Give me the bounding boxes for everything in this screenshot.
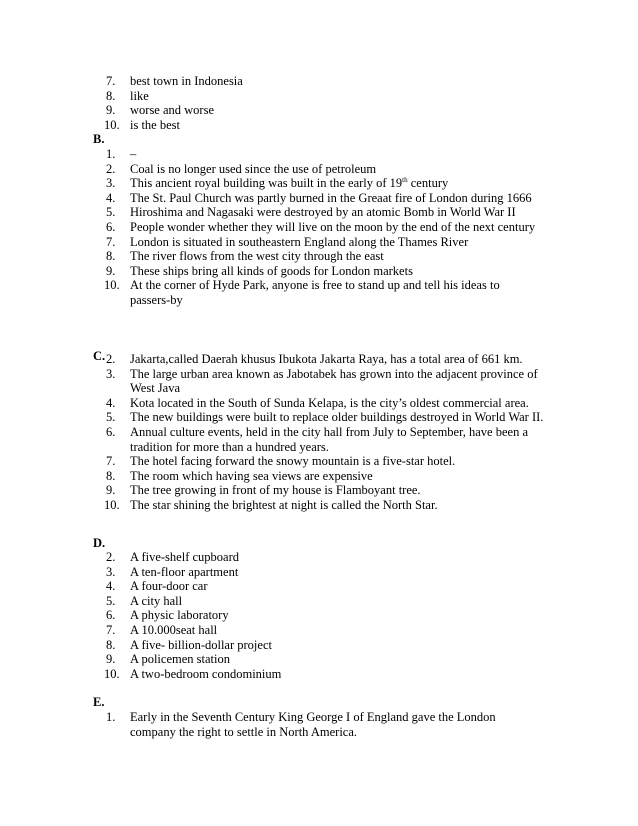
list-item: 3. A ten-floor apartment <box>106 564 239 579</box>
list-item: 7. London is situated in southeastern England along the Thames River <box>106 234 469 249</box>
item-text: A 10.000seat hall <box>130 622 218 637</box>
list-item: 8. like <box>106 88 149 103</box>
item-text: A policemen station <box>130 652 230 667</box>
part-a-list <box>93 74 553 132</box>
list-item: 1. – <box>106 147 137 161</box>
item-text: A five-shelf cupboard <box>130 550 239 564</box>
item-text: A two-bedroom condominium <box>130 666 282 681</box>
list-item: 6. Annual culture events, held in the city hall from July to September, have been a tradition for more than a hundred years. <box>106 424 528 454</box>
list-item: 8. A five- billion-dollar project <box>106 637 272 652</box>
list-item: 7. A 10.000seat hall <box>106 622 218 637</box>
item-text-after: century <box>407 176 449 191</box>
list-item: 5. The new buildings were built to replace older buildings destroyed in World War II. <box>106 410 544 425</box>
list-item: 2. Jakarta,called Daerah khusus Ibukota Jakarta Raya, has a total area of 661 km. <box>106 352 523 366</box>
item-text: The large urban area known as Jabotabek has grown into the adjacent province of West Java <box>130 366 538 396</box>
section-heading-e: E. <box>93 695 105 709</box>
item-text: These ships bring all kinds of goods for London markets <box>130 263 413 278</box>
item-text: The tree growing in front of my house is Flamboyant tree. <box>130 483 421 498</box>
list-item: 9. These ships bring all kinds of goods for London markets <box>106 263 413 278</box>
list-item: 10. A two-bedroom condominium <box>104 666 282 681</box>
item-text: A five- billion-dollar project <box>130 637 272 652</box>
part-d-list <box>93 550 553 681</box>
item-text: The river flows from the west city through the east <box>130 249 384 264</box>
section-heading-d: D. <box>93 536 106 550</box>
list-item: 9. The tree growing in front of my house is Flamboyant tree. <box>106 483 421 498</box>
section-heading-b: B. <box>93 132 105 146</box>
list-item: 9. worse and worse <box>106 103 215 118</box>
section-heading-c: C. <box>93 349 106 363</box>
item-text: This ancient royal building was built in the early of 19 <box>130 176 403 191</box>
list-item: 6. A physic laboratory <box>106 608 229 623</box>
item-text: A ten-floor apartment <box>130 564 239 579</box>
list-item: 7. best town in Indonesia <box>106 74 243 88</box>
part-b-list <box>93 147 553 308</box>
item-text: Early in the Seventh Century King George I of England gave the London company the right to settle in North America. <box>130 710 496 739</box>
item-text: People wonder whether they will live on the moon by the end of the next century <box>130 219 536 234</box>
item-text: Kota located in the South of Sunda Kelapa, is the city’s oldest commercial area. <box>130 395 529 410</box>
list-item: 1. Early in the Seventh Century King George I of England gave the London company the right to settle in North America. <box>106 710 496 739</box>
list-item: 7. The hotel facing forward the snowy mountain is a five-star hotel. <box>106 454 456 469</box>
list-item: 5. Hiroshima and Nagasaki were destroyed by an atomic Bomb in World War II <box>106 205 516 220</box>
item-text: A four-door car <box>130 579 208 594</box>
item-text: Annual culture events, held in the city hall from July to September, have been a tradition for more than a hundred years. <box>130 424 528 454</box>
list-item: 6. People wonder whether they will live on the moon by the end of the next century <box>106 219 536 234</box>
item-text: A physic laboratory <box>130 608 229 623</box>
list-item: 9. A policemen station <box>106 652 230 667</box>
item-text: London is situated in southeastern England along the Thames River <box>130 234 469 249</box>
list-item: 10. At the corner of Hyde Park, anyone is free to stand up and tell his ideas to passers-by <box>104 278 500 307</box>
item-text: best town in Indonesia <box>130 74 243 88</box>
list-item: 10. The star shining the brightest at night is called the North Star. <box>104 497 438 512</box>
list-item: 4. The St. Paul Church was partly burned in the Greaat fire of London during 1666 <box>106 190 532 205</box>
item-text: A city hall <box>130 593 183 608</box>
item-text: is the best <box>130 117 180 132</box>
item-text: Hiroshima and Nagasaki were destroyed by an atomic Bomb in World War II <box>130 205 516 220</box>
list-item: 2. Coal is no longer used since the use of petroleum <box>106 161 377 176</box>
item-text: The room which having sea views are expensive <box>130 468 373 483</box>
item-text: worse and worse <box>130 103 215 118</box>
superscript: th <box>402 176 408 185</box>
item-text: The star shining the brightest at night is called the North Star. <box>130 497 438 512</box>
list-item: 2. A five-shelf cupboard <box>106 550 239 564</box>
list-item: 8. The room which having sea views are expensive <box>106 468 373 483</box>
item-text: The St. Paul Church was partly burned in the Greaat fire of London during 1666 <box>130 190 532 205</box>
item-text: Coal is no longer used since the use of petroleum <box>130 161 377 176</box>
item-text: like <box>130 88 149 103</box>
list-item: 8. The river flows from the west city through the east <box>106 249 384 264</box>
list-item: 4. Kota located in the South of Sunda Kelapa, is the city’s oldest commercial area. <box>106 395 529 410</box>
list-item: 3. The large urban area known as Jabotabek has grown into the adjacent province of West Java <box>106 366 538 396</box>
item-text: – <box>130 147 137 161</box>
item-text: At the corner of Hyde Park, anyone is free to stand up and tell his ideas to passers-by <box>130 278 500 307</box>
list-item: 10. is the best <box>104 117 180 132</box>
list-item: 3. This ancient royal building was built in the early of 19th century <box>106 176 449 191</box>
list-item: 4. A four-door car <box>106 579 208 594</box>
item-text: The new buildings were built to replace older buildings destroyed in World War II. <box>130 410 544 425</box>
item-text: The hotel facing forward the snowy mountain is a five-star hotel. <box>130 454 456 469</box>
part-c-list <box>93 352 553 513</box>
item-text: Jakarta,called Daerah khusus Ibukota Jakarta Raya, has a total area of 661 km. <box>130 352 523 366</box>
part-e-list <box>93 710 553 739</box>
list-item: 5. A city hall <box>106 593 183 608</box>
